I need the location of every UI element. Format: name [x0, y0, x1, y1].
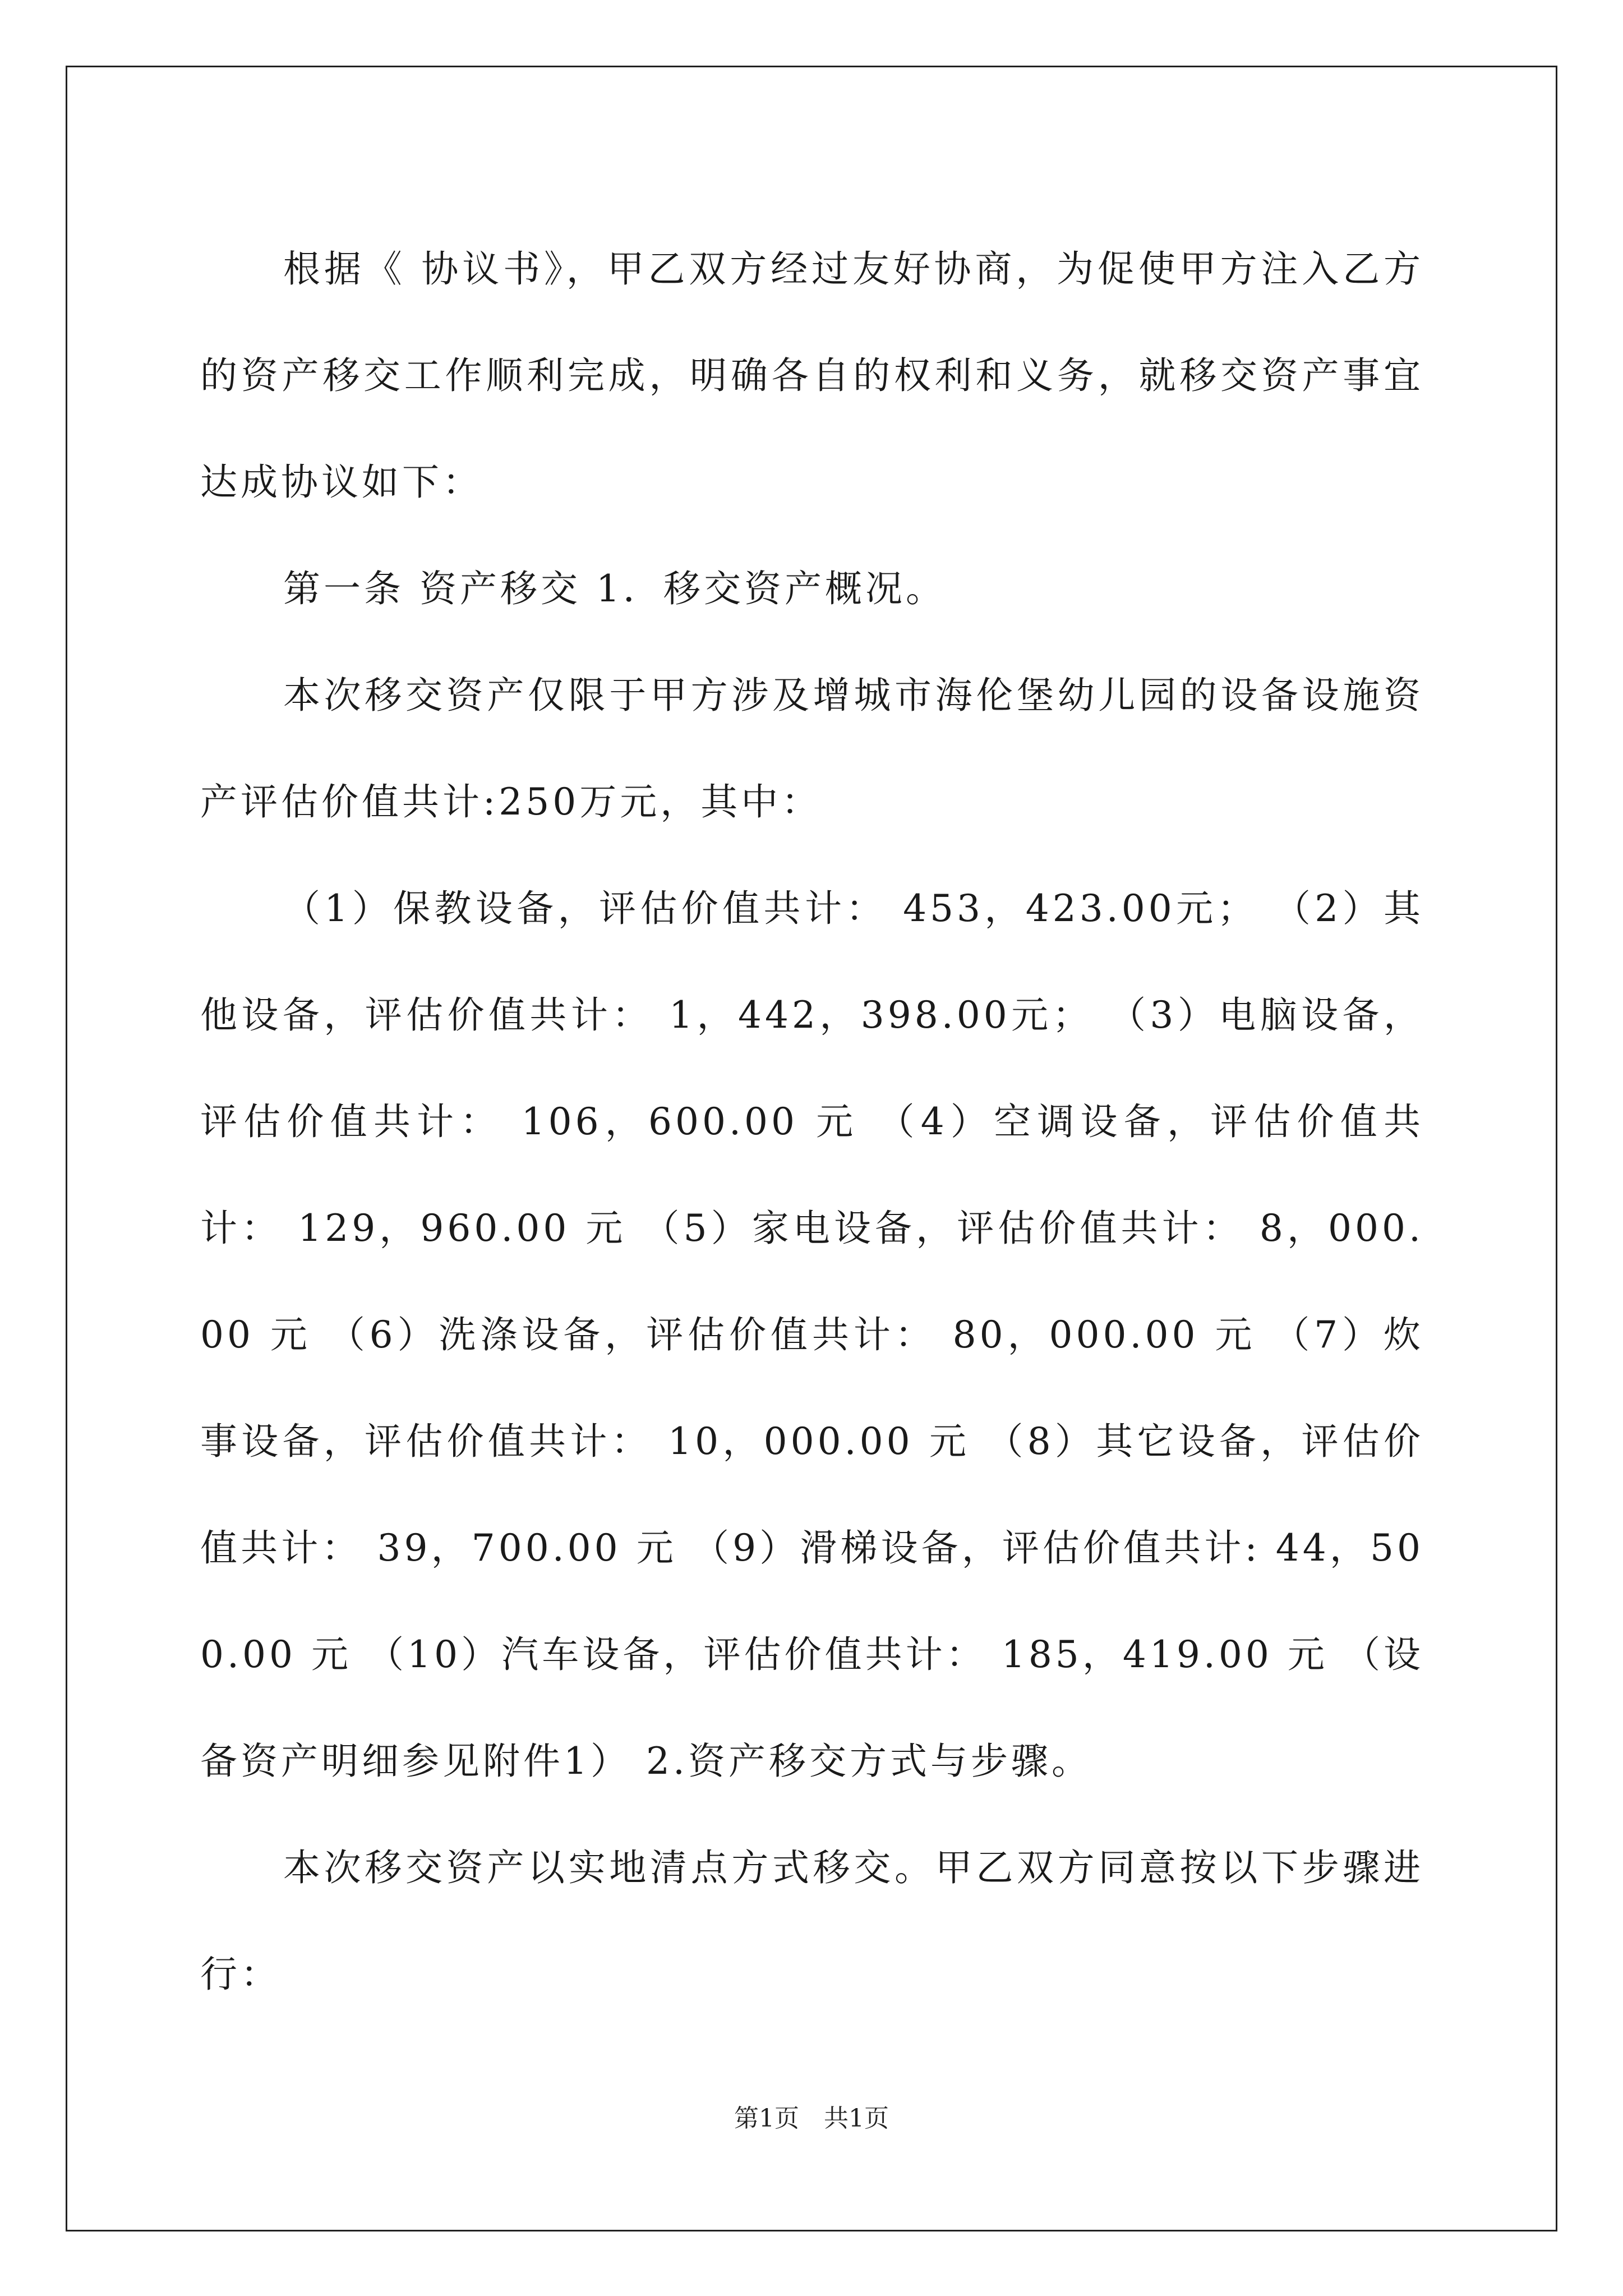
paragraph-asset-scope: 本次移交资产仅限于甲方涉及增城市海伦堡幼儿园的设备设施资产评估价值共计:250万元，其中：: [200, 674, 1424, 823]
paragraph-preamble: 根据《 协议书》，甲乙双方经过友好协商，为促使甲方注入乙方的资产移交工作顺利完成，明确各自的权利和义务，就移交资产事宜达成协议如下：: [200, 247, 1424, 504]
paragraph-asset-list: （1）保教设备，评估价值共计： 453，423.00元； （2）其他设备，评估价值共计： 1，442，398.00元； （3）电脑设备，评估价值共计： 106，600.00 元 （4）空调设备，评估价值共计： 129，960.00 元 （5）家电设备，评估价值共计： 8，000.00 元 （6）洗涤设备，评估价值共计： 80，000.00 元 （7）炊事设备，评估价值共计： 10，000.00 元 （8）其它设备，评估价值共计： 39，700.00 元 （9）滑梯设备，评估价值共计: 44，500.00 元 （10）汽车设备，评估价值共计： 185，419.00 元 （设备资产明细参见附件1） 2.资产移交方式与步骤。: [200, 887, 1424, 1783]
paragraph-transfer-method: 本次移交资产以实地清点方式移交。甲乙双方同意按以下步骤进行：: [200, 1846, 1424, 1996]
document-body: [200, 216, 1424, 2028]
page-footer: 第1页 共1页: [734, 2104, 889, 2133]
paragraph-article-1-heading: 第一条 资产移交 1．移交资产概况。: [283, 567, 946, 610]
